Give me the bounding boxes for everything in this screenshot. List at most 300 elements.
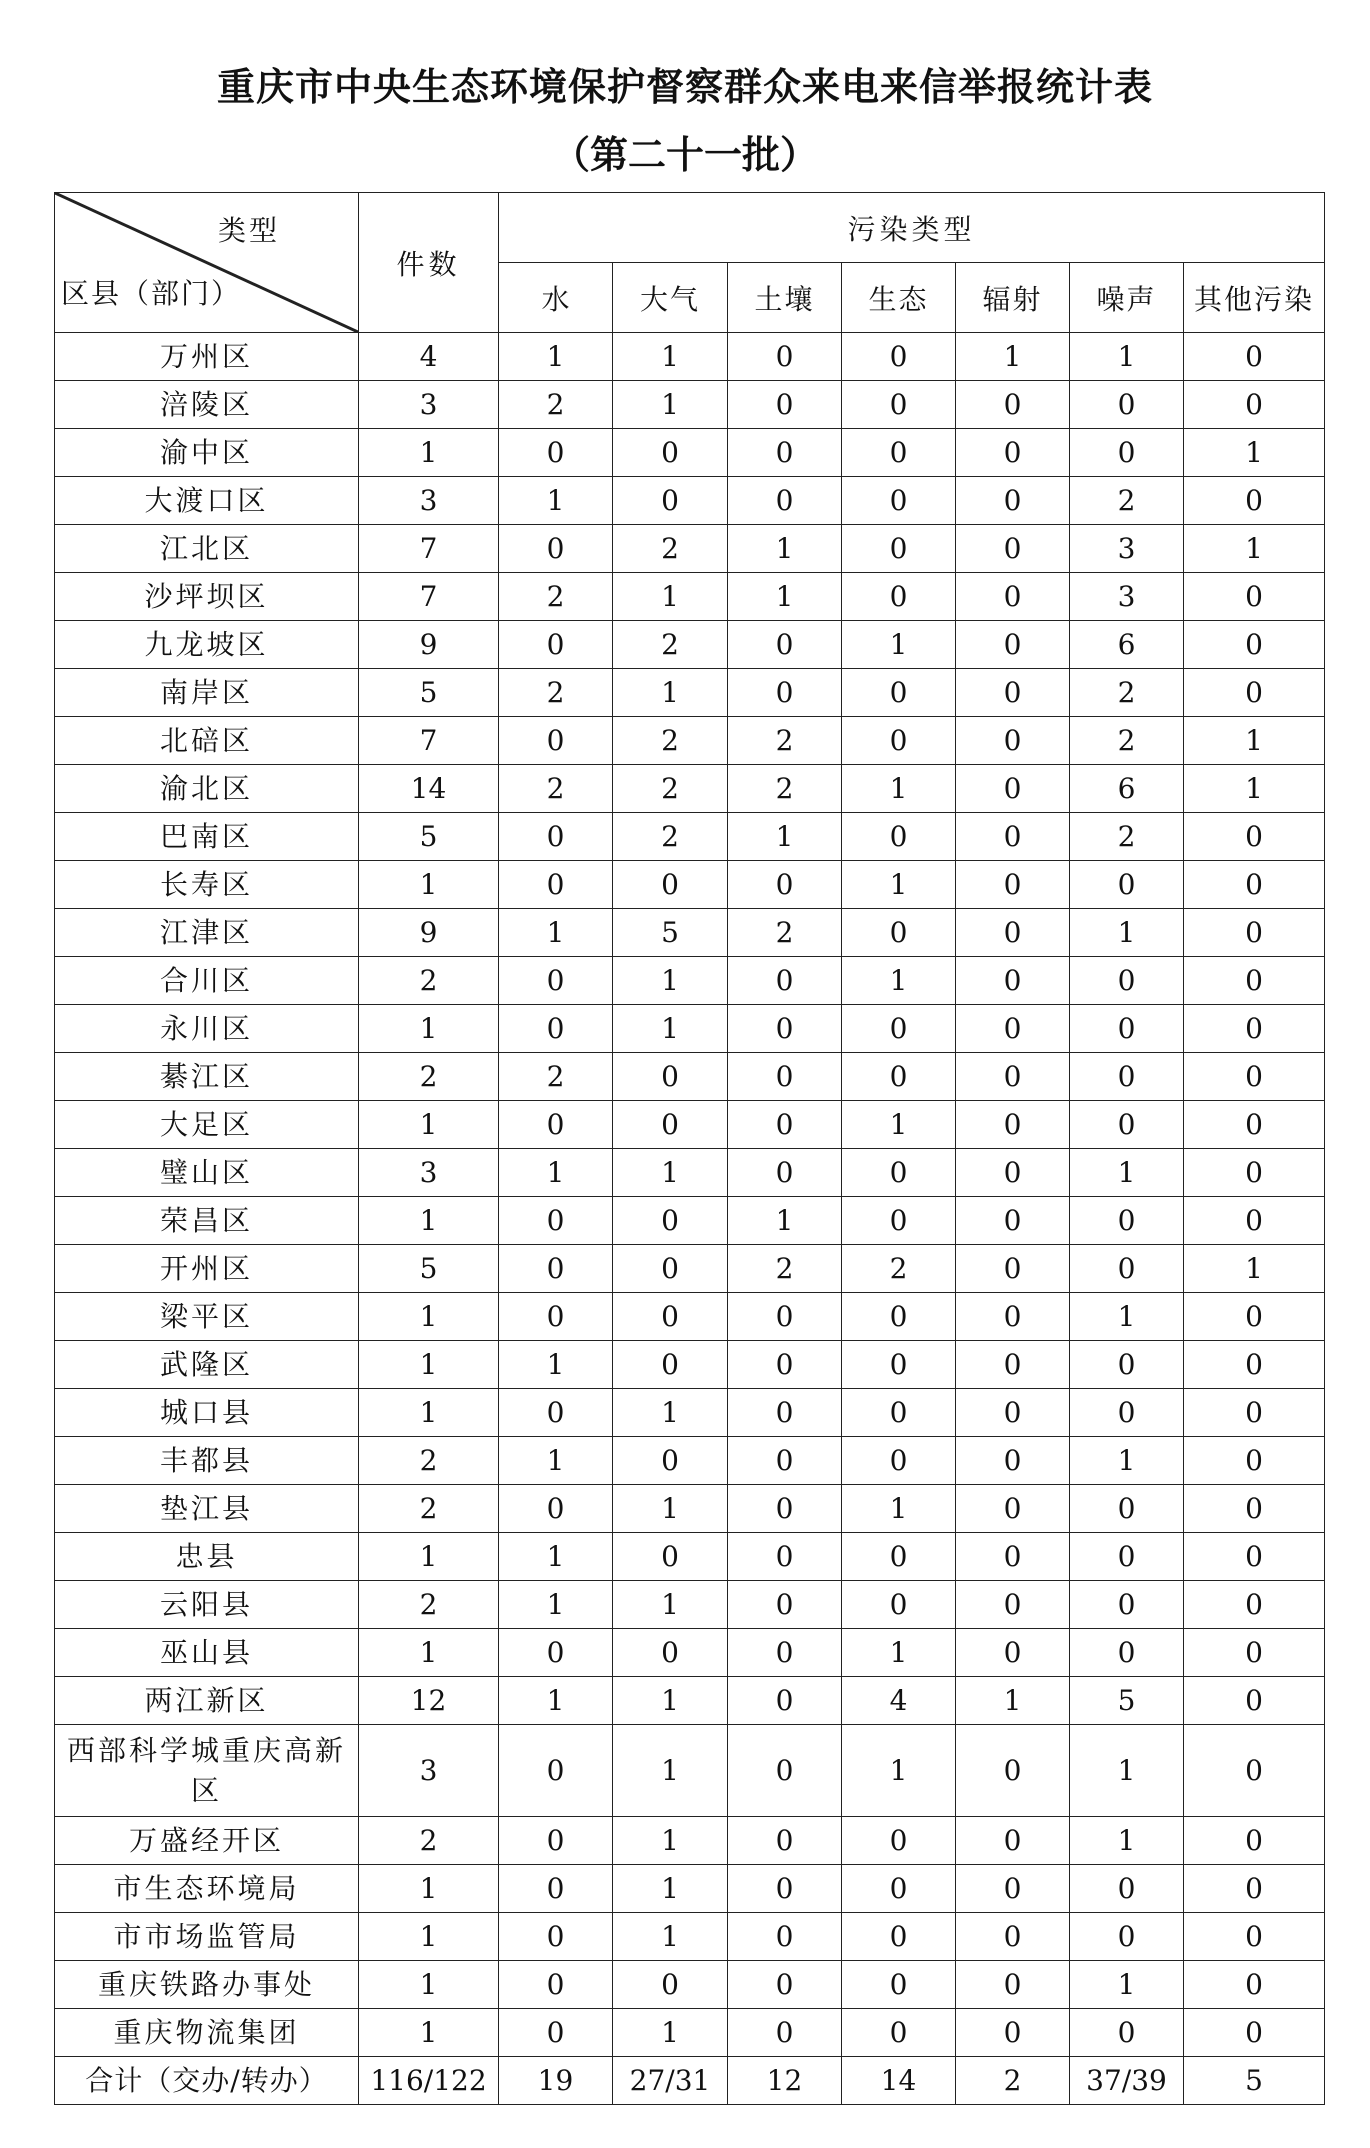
pollution-count-cell: 0 bbox=[956, 1293, 1070, 1341]
pollution-count-cell: 0 bbox=[613, 861, 728, 909]
pollution-count-cell: 1 bbox=[842, 1101, 956, 1149]
table-row bbox=[55, 1533, 1325, 1581]
count-cell: 5 bbox=[359, 813, 499, 861]
pollution-count-cell: 1 bbox=[499, 1437, 613, 1485]
pollution-count-cell: 0 bbox=[842, 1581, 956, 1629]
pollution-count-cell: 1 bbox=[1184, 525, 1325, 573]
count-cell: 5 bbox=[359, 1245, 499, 1293]
pollution-count-cell: 0 bbox=[956, 2009, 1070, 2057]
table-row bbox=[55, 1053, 1325, 1101]
count-cell: 9 bbox=[359, 909, 499, 957]
count-cell: 1 bbox=[359, 1005, 499, 1053]
pollution-count-cell: 1 bbox=[613, 1149, 728, 1197]
pollution-type-header: 土壤 bbox=[728, 263, 842, 333]
table-row bbox=[55, 381, 1325, 429]
pollution-count-cell: 27/31 bbox=[613, 2057, 728, 2105]
count-cell: 3 bbox=[359, 477, 499, 525]
pollution-count-cell: 0 bbox=[1070, 1197, 1184, 1245]
pollution-count-cell: 0 bbox=[499, 1101, 613, 1149]
pollution-count-cell: 1 bbox=[613, 573, 728, 621]
pollution-count-cell: 2 bbox=[613, 717, 728, 765]
pollution-count-cell: 1 bbox=[613, 381, 728, 429]
pollution-count-cell: 0 bbox=[956, 717, 1070, 765]
pollution-count-cell: 19 bbox=[499, 2057, 613, 2105]
pollution-count-cell: 2 bbox=[499, 573, 613, 621]
count-cell: 12 bbox=[359, 1677, 499, 1725]
pollution-count-cell: 6 bbox=[1070, 765, 1184, 813]
table-row bbox=[55, 1197, 1325, 1245]
pollution-count-cell: 1 bbox=[1070, 909, 1184, 957]
pollution-count-cell: 0 bbox=[728, 1629, 842, 1677]
total-label: 合计（交办/转办） bbox=[55, 2057, 359, 2105]
district-name: 市生态环境局 bbox=[55, 1865, 359, 1913]
pollution-type-header: 噪声 bbox=[1070, 263, 1184, 333]
pollution-count-cell: 1 bbox=[728, 813, 842, 861]
pollution-count-cell: 1 bbox=[613, 1389, 728, 1437]
count-cell: 1 bbox=[359, 1389, 499, 1437]
pollution-count-cell: 0 bbox=[956, 621, 1070, 669]
pollution-count-cell: 0 bbox=[499, 1629, 613, 1677]
pollution-count-cell: 1 bbox=[728, 573, 842, 621]
pollution-count-cell: 0 bbox=[1184, 2009, 1325, 2057]
pollution-count-cell: 1 bbox=[499, 333, 613, 381]
district-name: 重庆物流集团 bbox=[55, 2009, 359, 2057]
pollution-count-cell: 0 bbox=[613, 1293, 728, 1341]
table-row bbox=[55, 1485, 1325, 1533]
table-row bbox=[55, 1865, 1325, 1913]
pollution-count-cell: 0 bbox=[842, 429, 956, 477]
pollution-count-cell: 0 bbox=[1184, 1293, 1325, 1341]
pollution-count-cell: 1 bbox=[1070, 1817, 1184, 1865]
pollution-count-cell: 0 bbox=[1184, 573, 1325, 621]
pollution-count-cell: 0 bbox=[499, 1913, 613, 1961]
pollution-count-cell: 0 bbox=[499, 1005, 613, 1053]
pollution-count-cell: 0 bbox=[1184, 1149, 1325, 1197]
count-cell: 1 bbox=[359, 2009, 499, 2057]
district-name: 沙坪坝区 bbox=[55, 573, 359, 621]
pollution-count-cell: 1 bbox=[956, 1677, 1070, 1725]
pollution-count-cell: 0 bbox=[1184, 1197, 1325, 1245]
pollution-count-cell: 0 bbox=[1070, 1005, 1184, 1053]
table-row bbox=[55, 717, 1325, 765]
count-cell: 2 bbox=[359, 1437, 499, 1485]
table-row bbox=[55, 333, 1325, 381]
pollution-count-cell: 0 bbox=[1184, 1533, 1325, 1581]
pollution-count-cell: 0 bbox=[728, 2009, 842, 2057]
district-name: 九龙坡区 bbox=[55, 621, 359, 669]
pollution-count-cell: 0 bbox=[499, 429, 613, 477]
pollution-count-cell: 0 bbox=[499, 1725, 613, 1817]
district-name: 永川区 bbox=[55, 1005, 359, 1053]
count-cell: 5 bbox=[359, 669, 499, 717]
pollution-count-cell: 2 bbox=[956, 2057, 1070, 2105]
pollution-count-cell: 0 bbox=[842, 1005, 956, 1053]
pollution-count-cell: 1 bbox=[728, 525, 842, 573]
count-cell: 1 bbox=[359, 1865, 499, 1913]
pollution-count-cell: 0 bbox=[842, 1293, 956, 1341]
pollution-count-cell: 1 bbox=[499, 1581, 613, 1629]
pollution-count-cell: 1 bbox=[1070, 1293, 1184, 1341]
district-name: 云阳县 bbox=[55, 1581, 359, 1629]
district-name: 荣昌区 bbox=[55, 1197, 359, 1245]
pollution-count-cell: 0 bbox=[956, 1053, 1070, 1101]
corner-label-type: 类型 bbox=[217, 214, 280, 247]
table-row bbox=[55, 1341, 1325, 1389]
count-cell: 1 bbox=[359, 1629, 499, 1677]
pollution-count-cell: 14 bbox=[842, 2057, 956, 2105]
pollution-count-cell: 0 bbox=[956, 573, 1070, 621]
pollution-count-cell: 0 bbox=[728, 861, 842, 909]
pollution-count-cell: 0 bbox=[613, 1197, 728, 1245]
pollution-count-cell: 0 bbox=[1070, 1485, 1184, 1533]
table-row bbox=[55, 1913, 1325, 1961]
pollution-count-cell: 1 bbox=[613, 1913, 728, 1961]
pollution-count-cell: 0 bbox=[1184, 1005, 1325, 1053]
pollution-count-cell: 0 bbox=[1184, 813, 1325, 861]
pollution-count-cell: 1 bbox=[499, 1341, 613, 1389]
table-row bbox=[55, 861, 1325, 909]
pollution-type-header: 其他污染 bbox=[1184, 263, 1325, 333]
pollution-count-cell: 0 bbox=[728, 1913, 842, 1961]
district-name: 市市场监管局 bbox=[55, 1913, 359, 1961]
district-name: 合川区 bbox=[55, 957, 359, 1005]
table-row bbox=[55, 1581, 1325, 1629]
pollution-count-cell: 0 bbox=[956, 1197, 1070, 1245]
pollution-type-header: 水 bbox=[499, 263, 613, 333]
count-cell: 1 bbox=[359, 1197, 499, 1245]
pollution-count-cell: 0 bbox=[1184, 861, 1325, 909]
pollution-count-cell: 0 bbox=[728, 1817, 842, 1865]
pollution-count-cell: 0 bbox=[956, 1149, 1070, 1197]
district-name: 璧山区 bbox=[55, 1149, 359, 1197]
pollution-count-cell: 0 bbox=[842, 525, 956, 573]
pollution-count-cell: 0 bbox=[613, 429, 728, 477]
pollution-count-cell: 0 bbox=[499, 1245, 613, 1293]
pollution-count-cell: 0 bbox=[842, 1389, 956, 1437]
pollution-count-cell: 1 bbox=[499, 1533, 613, 1581]
pollution-count-cell: 0 bbox=[1070, 1053, 1184, 1101]
pollution-count-cell: 2 bbox=[842, 1245, 956, 1293]
pollution-count-cell: 0 bbox=[1070, 957, 1184, 1005]
count-cell: 14 bbox=[359, 765, 499, 813]
pollution-count-cell: 0 bbox=[1184, 1629, 1325, 1677]
pollution-count-cell: 1 bbox=[613, 1005, 728, 1053]
pollution-count-cell: 0 bbox=[1070, 429, 1184, 477]
pollution-count-cell: 2 bbox=[499, 669, 613, 717]
pollution-count-cell: 0 bbox=[956, 1485, 1070, 1533]
pollution-count-cell: 1 bbox=[499, 1677, 613, 1725]
pollution-count-cell: 1 bbox=[613, 1817, 728, 1865]
pollution-count-cell: 0 bbox=[842, 1961, 956, 2009]
pollution-type-header: 生态 bbox=[842, 263, 956, 333]
pollution-count-cell: 0 bbox=[613, 1437, 728, 1485]
pollution-count-cell: 6 bbox=[1070, 621, 1184, 669]
pollution-count-cell: 2 bbox=[1070, 717, 1184, 765]
pollution-count-cell: 0 bbox=[842, 1865, 956, 1913]
pollution-count-cell: 0 bbox=[842, 669, 956, 717]
pollution-count-cell: 0 bbox=[728, 1293, 842, 1341]
pollution-count-cell: 1 bbox=[1184, 429, 1325, 477]
pollution-count-cell: 0 bbox=[499, 2009, 613, 2057]
pollution-count-cell: 1 bbox=[842, 621, 956, 669]
pollution-count-cell: 0 bbox=[728, 1677, 842, 1725]
pollution-count-cell: 0 bbox=[728, 1101, 842, 1149]
table-row bbox=[55, 1389, 1325, 1437]
pollution-count-cell: 0 bbox=[842, 1053, 956, 1101]
pollution-count-cell: 0 bbox=[842, 1913, 956, 1961]
count-cell: 3 bbox=[359, 381, 499, 429]
pollution-count-cell: 0 bbox=[499, 1485, 613, 1533]
table-row bbox=[55, 1437, 1325, 1485]
table-row bbox=[55, 477, 1325, 525]
table-row bbox=[55, 1629, 1325, 1677]
pollution-type-header: 大气 bbox=[613, 263, 728, 333]
pollution-count-cell: 0 bbox=[1184, 1581, 1325, 1629]
pollution-count-cell: 0 bbox=[956, 429, 1070, 477]
pollution-count-cell: 0 bbox=[956, 909, 1070, 957]
pollution-count-cell: 0 bbox=[728, 1485, 842, 1533]
count-cell: 1 bbox=[359, 1961, 499, 2009]
pollution-count-cell: 0 bbox=[842, 2009, 956, 2057]
count-cell: 2 bbox=[359, 1485, 499, 1533]
pollution-count-cell: 1 bbox=[842, 765, 956, 813]
pollution-count-cell: 1 bbox=[613, 957, 728, 1005]
pollution-count-cell: 0 bbox=[728, 1341, 842, 1389]
district-name: 两江新区 bbox=[55, 1677, 359, 1725]
pollution-count-cell: 0 bbox=[956, 813, 1070, 861]
pollution-count-cell: 0 bbox=[728, 1005, 842, 1053]
pollution-count-cell: 2 bbox=[613, 525, 728, 573]
pollution-count-cell: 0 bbox=[842, 909, 956, 957]
pollution-count-cell: 1 bbox=[613, 2009, 728, 2057]
pollution-count-cell: 0 bbox=[956, 1101, 1070, 1149]
table-row bbox=[55, 1677, 1325, 1725]
pollution-count-cell: 2 bbox=[499, 381, 613, 429]
pollution-count-cell: 1 bbox=[613, 1581, 728, 1629]
pollution-count-cell: 0 bbox=[1184, 1865, 1325, 1913]
pollution-count-cell: 37/39 bbox=[1070, 2057, 1184, 2105]
pollution-count-cell: 0 bbox=[956, 1005, 1070, 1053]
pollution-count-cell: 4 bbox=[842, 1677, 956, 1725]
table-row bbox=[55, 1293, 1325, 1341]
pollution-count-cell: 0 bbox=[1070, 861, 1184, 909]
pollution-count-cell: 0 bbox=[956, 765, 1070, 813]
table-row bbox=[55, 909, 1325, 957]
count-cell: 3 bbox=[359, 1725, 499, 1817]
pollution-count-cell: 0 bbox=[499, 813, 613, 861]
count-cell: 2 bbox=[359, 1053, 499, 1101]
district-name: 万盛经开区 bbox=[55, 1817, 359, 1865]
pollution-count-cell: 0 bbox=[499, 621, 613, 669]
pollution-count-cell: 1 bbox=[613, 1865, 728, 1913]
pollution-count-cell: 0 bbox=[728, 621, 842, 669]
pollution-count-cell: 0 bbox=[842, 717, 956, 765]
pollution-count-cell: 1 bbox=[613, 669, 728, 717]
pollution-count-cell: 0 bbox=[728, 1581, 842, 1629]
pollution-count-cell: 2 bbox=[728, 909, 842, 957]
pollution-count-cell: 0 bbox=[1070, 381, 1184, 429]
total-row bbox=[55, 2057, 1325, 2105]
pollution-count-cell: 0 bbox=[842, 1341, 956, 1389]
district-name: 江津区 bbox=[55, 909, 359, 957]
pollution-count-cell: 0 bbox=[1184, 621, 1325, 669]
pollution-count-cell: 3 bbox=[1070, 573, 1184, 621]
pollution-count-cell: 0 bbox=[613, 1101, 728, 1149]
district-name: 大足区 bbox=[55, 1101, 359, 1149]
pollution-count-cell: 0 bbox=[499, 1961, 613, 2009]
pollution-count-cell: 0 bbox=[956, 1533, 1070, 1581]
pollution-count-cell: 0 bbox=[499, 1817, 613, 1865]
count-cell: 1 bbox=[359, 1913, 499, 1961]
count-cell: 7 bbox=[359, 525, 499, 573]
pollution-count-cell: 5 bbox=[1070, 1677, 1184, 1725]
table-row bbox=[55, 1245, 1325, 1293]
table-row bbox=[55, 2009, 1325, 2057]
pollution-count-cell: 0 bbox=[728, 1961, 842, 2009]
pollution-count-cell: 0 bbox=[956, 1245, 1070, 1293]
pollution-count-cell: 0 bbox=[499, 957, 613, 1005]
district-name: 梁平区 bbox=[55, 1293, 359, 1341]
pollution-count-cell: 2 bbox=[499, 765, 613, 813]
pollution-count-cell: 0 bbox=[842, 333, 956, 381]
pollution-count-cell: 0 bbox=[1184, 1389, 1325, 1437]
pollution-count-cell: 0 bbox=[1070, 1101, 1184, 1149]
pollution-count-cell: 0 bbox=[1184, 381, 1325, 429]
pollution-count-cell: 1 bbox=[613, 333, 728, 381]
pollution-count-cell: 0 bbox=[728, 381, 842, 429]
pollution-count-cell: 2 bbox=[499, 1053, 613, 1101]
pollution-count-cell: 1 bbox=[956, 333, 1070, 381]
pollution-count-cell: 1 bbox=[613, 1677, 728, 1725]
pollution-type-header: 辐射 bbox=[956, 263, 1070, 333]
pollution-count-cell: 0 bbox=[1184, 477, 1325, 525]
table-row bbox=[55, 621, 1325, 669]
pollution-count-cell: 0 bbox=[842, 573, 956, 621]
pollution-count-cell: 0 bbox=[956, 381, 1070, 429]
pollution-count-cell: 1 bbox=[842, 957, 956, 1005]
pollution-count-cell: 0 bbox=[499, 717, 613, 765]
count-cell: 7 bbox=[359, 717, 499, 765]
count-cell: 4 bbox=[359, 333, 499, 381]
pollution-count-cell: 0 bbox=[1184, 669, 1325, 717]
pollution-count-cell: 0 bbox=[499, 1389, 613, 1437]
pollution-count-cell: 0 bbox=[956, 477, 1070, 525]
pollution-count-cell: 0 bbox=[1070, 1629, 1184, 1677]
pollution-count-cell: 0 bbox=[1184, 1913, 1325, 1961]
pollution-count-cell: 0 bbox=[499, 1865, 613, 1913]
district-name: 忠县 bbox=[55, 1533, 359, 1581]
district-name: 大渡口区 bbox=[55, 477, 359, 525]
pollution-count-cell: 1 bbox=[842, 1725, 956, 1817]
count-cell: 116/122 bbox=[359, 2057, 499, 2105]
pollution-count-cell: 0 bbox=[1070, 1533, 1184, 1581]
pollution-count-cell: 0 bbox=[1184, 1341, 1325, 1389]
pollution-count-cell: 1 bbox=[1070, 1961, 1184, 2009]
table-row bbox=[55, 1101, 1325, 1149]
count-cell: 2 bbox=[359, 1817, 499, 1865]
pollution-count-cell: 0 bbox=[499, 1293, 613, 1341]
pollution-count-cell: 0 bbox=[956, 1341, 1070, 1389]
pollution-count-cell: 0 bbox=[728, 1149, 842, 1197]
district-name: 西部科学城重庆高新区 bbox=[55, 1725, 359, 1817]
pollution-count-cell: 0 bbox=[842, 381, 956, 429]
pollution-count-cell: 0 bbox=[842, 477, 956, 525]
pollution-count-cell: 0 bbox=[956, 1437, 1070, 1485]
pollution-count-cell: 0 bbox=[1070, 2009, 1184, 2057]
complaint-statistics-table bbox=[54, 192, 1325, 2105]
count-cell: 1 bbox=[359, 861, 499, 909]
pollution-count-cell: 0 bbox=[1184, 1437, 1325, 1485]
table-row bbox=[55, 1961, 1325, 2009]
page-title: 重庆市中央生态环境保护督察群众来电来信举报统计表 bbox=[216, 65, 1153, 109]
pollution-count-cell: 0 bbox=[728, 333, 842, 381]
pollution-count-cell: 1 bbox=[499, 1149, 613, 1197]
pollution-count-cell: 1 bbox=[1070, 1437, 1184, 1485]
pollution-count-cell: 1 bbox=[1070, 1149, 1184, 1197]
pollution-count-cell: 0 bbox=[956, 1913, 1070, 1961]
table-row bbox=[55, 1817, 1325, 1865]
pollution-count-cell: 0 bbox=[842, 1197, 956, 1245]
pollution-count-cell: 0 bbox=[613, 1245, 728, 1293]
pollution-count-cell: 1 bbox=[1070, 1725, 1184, 1817]
district-name: 城口县 bbox=[55, 1389, 359, 1437]
pollution-count-cell: 0 bbox=[1184, 333, 1325, 381]
count-cell: 1 bbox=[359, 1101, 499, 1149]
count-cell: 1 bbox=[359, 429, 499, 477]
pollution-count-cell: 0 bbox=[956, 1581, 1070, 1629]
district-name: 涪陵区 bbox=[55, 381, 359, 429]
pollution-count-cell: 1 bbox=[499, 909, 613, 957]
district-name: 渝中区 bbox=[55, 429, 359, 477]
pollution-count-cell: 2 bbox=[613, 621, 728, 669]
district-name: 丰都县 bbox=[55, 1437, 359, 1485]
count-cell: 1 bbox=[359, 1533, 499, 1581]
table-row bbox=[55, 1005, 1325, 1053]
pollution-count-cell: 2 bbox=[728, 765, 842, 813]
pollution-count-cell: 0 bbox=[728, 429, 842, 477]
district-name: 武隆区 bbox=[55, 1341, 359, 1389]
pollution-count-cell: 1 bbox=[1070, 333, 1184, 381]
pollution-count-cell: 0 bbox=[842, 1437, 956, 1485]
district-name: 巴南区 bbox=[55, 813, 359, 861]
pollution-count-cell: 1 bbox=[1184, 765, 1325, 813]
pollution-count-cell: 0 bbox=[613, 477, 728, 525]
pollution-count-cell: 0 bbox=[956, 669, 1070, 717]
pollution-count-cell: 2 bbox=[1070, 813, 1184, 861]
district-name: 北碚区 bbox=[55, 717, 359, 765]
pollution-count-cell: 0 bbox=[613, 1961, 728, 2009]
pollution-count-cell: 0 bbox=[1184, 957, 1325, 1005]
pollution-count-cell: 1 bbox=[842, 861, 956, 909]
pollution-count-cell: 1 bbox=[613, 1485, 728, 1533]
table-row bbox=[55, 525, 1325, 573]
pollution-count-cell: 0 bbox=[1184, 1817, 1325, 1865]
pollution-count-cell: 0 bbox=[1184, 909, 1325, 957]
pollution-count-cell: 0 bbox=[956, 1725, 1070, 1817]
pollution-count-cell: 0 bbox=[956, 1389, 1070, 1437]
pollution-count-cell: 0 bbox=[613, 1629, 728, 1677]
table-row bbox=[55, 813, 1325, 861]
pollution-count-cell: 0 bbox=[1070, 1581, 1184, 1629]
pollution-count-cell: 0 bbox=[1070, 1245, 1184, 1293]
corner-header-cell bbox=[55, 193, 359, 333]
pollution-count-cell: 1 bbox=[499, 477, 613, 525]
pollution-count-cell: 2 bbox=[728, 1245, 842, 1293]
district-name: 渝北区 bbox=[55, 765, 359, 813]
pollution-count-cell: 0 bbox=[956, 861, 1070, 909]
pollution-count-cell: 0 bbox=[1184, 1725, 1325, 1817]
pollution-count-cell: 0 bbox=[499, 1197, 613, 1245]
